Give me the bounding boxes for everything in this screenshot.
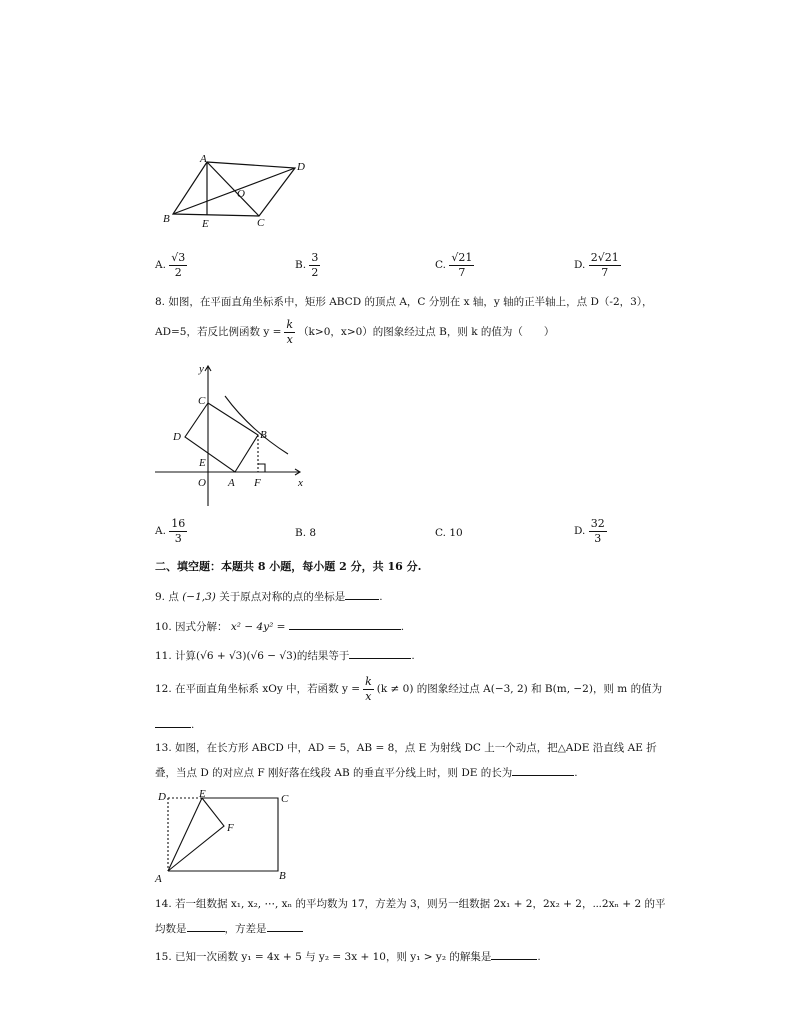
q13-end: .: [574, 767, 578, 779]
q14-mean-blank[interactable]: [187, 922, 225, 932]
q7-parallelogram-figure: [155, 152, 315, 232]
q14-line1: 14. 若一组数据 x₁, x₂, ⋯, xₙ 的平均数为 17，方差为 3，则另一组数据 2x₁ + 2，2x₂ + 2，⋯2xₙ + 2 的平: [155, 898, 666, 910]
q15-line: [155, 950, 541, 963]
q8-label-y: y: [199, 363, 204, 375]
q8-option-b[interactable]: [295, 528, 316, 539]
q8-label-b: B: [260, 429, 267, 441]
q11-answer-blank[interactable]: [349, 649, 411, 659]
q8-label-a: A: [228, 477, 235, 489]
q12-frac-num: k: [365, 675, 372, 688]
q13-folded-triangle: [168, 798, 224, 871]
q7-option-a[interactable]: [155, 252, 187, 278]
q8-label-d: D: [173, 431, 181, 443]
q8-option-a-letter: A.: [155, 525, 166, 538]
q15-answer-blank[interactable]: [491, 950, 537, 960]
q7-option-a-num: √3: [171, 251, 186, 264]
q14-line2-a: 均数是: [155, 923, 187, 935]
q8-option-d-den: 3: [594, 531, 602, 545]
q10-end: .: [400, 621, 405, 633]
q8-option-d-num: 32: [590, 517, 605, 530]
q12-frac-den: x: [365, 689, 372, 703]
q8-option-c-value: 10: [449, 527, 463, 539]
q7-option-a-letter: A.: [155, 259, 166, 272]
q7-option-c-num: √21: [451, 251, 473, 264]
q8-rectangle: [185, 403, 258, 472]
q8-option-c-letter: C.: [435, 527, 446, 539]
q9-end: .: [379, 591, 383, 603]
q9-pre: 9. 点: [155, 591, 179, 603]
q7-option-c[interactable]: [435, 252, 474, 278]
q10-pre: 10. 因式分解：: [155, 621, 228, 633]
q11-pre: 11. 计算: [155, 650, 197, 662]
q8-option-a-fraction: [169, 518, 187, 544]
q13-rectangle-figure: [150, 786, 310, 884]
q8-option-d-letter: D.: [574, 525, 586, 538]
q14-variance-blank[interactable]: [267, 922, 303, 932]
q7-option-c-fraction: [449, 252, 474, 278]
q10-answer-blank[interactable]: [289, 620, 401, 630]
q7-option-d-letter: D.: [574, 259, 586, 272]
q12-line2: [155, 718, 194, 731]
q13-answer-blank[interactable]: [512, 766, 574, 776]
q13-line2-text: 叠，当点 D 的对应点 F 刚好落在线段 AB 的垂直平分线上时，则 DE 的长为: [155, 767, 513, 779]
q13-fold-line-ae: [168, 798, 202, 871]
q8-option-c[interactable]: [435, 528, 463, 539]
q13-line2: [155, 766, 578, 779]
q8-coordinate-figure: [150, 358, 310, 508]
q14-line2-b: ，方差是: [224, 923, 267, 935]
q9-line: [155, 590, 383, 603]
q7-label-b: B: [163, 213, 170, 225]
q8-label-e: E: [199, 457, 206, 469]
q8-option-d[interactable]: [574, 518, 607, 544]
q7-option-d-fraction: [589, 252, 621, 278]
q8-option-d-fraction: [589, 518, 607, 544]
q11-post: 的结果等于: [296, 650, 350, 662]
q15-text: 15. 已知一次函数 y₁ = 4x + 5 与 y₂ = 3x + 10，则 y₁ > y₂ 的解集是: [155, 951, 492, 963]
q8-right-angle: [258, 464, 265, 472]
q13-label-e: E: [199, 788, 206, 800]
q9-answer-blank[interactable]: [345, 590, 379, 600]
q13-label-a: A: [155, 873, 162, 884]
q7-label-a: A: [200, 153, 207, 165]
q8-label-x: x: [298, 477, 303, 489]
q8-option-a-num: 16: [171, 517, 186, 530]
q7-option-d-den: 7: [601, 265, 609, 279]
q7-option-c-letter: C.: [435, 259, 446, 272]
q12-mid: (k ≠ 0) 的图象经过点 A(−3, 2) 和 B(m, −2)，则 m 的值为: [376, 682, 663, 695]
q8-hyperbola: [225, 396, 288, 454]
q7-option-b-letter: B.: [295, 259, 307, 272]
q7-option-b-fraction: [309, 252, 320, 278]
q8-label-c: C: [198, 395, 206, 407]
q8-frac-num: k: [286, 318, 294, 331]
q8-option-a[interactable]: [155, 518, 187, 544]
q8-label-o: O: [198, 477, 206, 489]
q9-post: 关于原点对称的点的坐标是: [219, 591, 346, 603]
q13-label-f: F: [227, 822, 234, 834]
q11-expr: (√6 + √3)(√6 − √3): [196, 650, 297, 662]
q10-line: [155, 620, 404, 633]
q12-pre: 12. 在平面直角坐标系 xOy 中，若函数 y =: [155, 682, 361, 695]
q10-expr: x² − 4y² =: [230, 621, 286, 633]
q8-line2-pre: AD=5，若反比例函数 y =: [155, 325, 282, 338]
q13-label-b: B: [279, 870, 286, 882]
q7-option-d-num: 2√21: [590, 251, 619, 264]
q7-label-c: C: [257, 217, 265, 229]
q7-option-a-fraction: [169, 252, 187, 278]
q8-fraction: [284, 319, 295, 345]
q8-label-f: F: [254, 477, 261, 489]
q7-option-c-den: 7: [458, 265, 466, 279]
q7-parallelogram-outline: [173, 162, 295, 216]
q12-answer-blank[interactable]: [155, 718, 191, 728]
q8-line2: [155, 319, 554, 345]
q7-option-b[interactable]: [295, 252, 320, 278]
section2-title: 二、填空题：本题共 8 小题，每小题 2 分，共 16 分.: [155, 560, 422, 573]
q8-option-b-value: 8: [309, 527, 317, 539]
q12-fraction: [363, 676, 374, 702]
q7-diagonal-ac: [207, 162, 259, 216]
q7-option-a-den: 2: [174, 265, 182, 279]
q14-line2: [155, 922, 303, 935]
q11-end: .: [411, 650, 415, 662]
q12-line1: [155, 676, 662, 702]
q12-end: .: [191, 719, 195, 731]
q8-line2-post: （k>0，x>0）的图象经过点 B，则 k 的值为（ ）: [298, 325, 555, 338]
q8-option-b-letter: B.: [295, 527, 307, 539]
q7-option-d[interactable]: [574, 252, 621, 278]
q13-label-c: C: [281, 793, 289, 805]
q9-point: (−1,3): [182, 591, 216, 603]
q13-line1: 13. 如图，在长方形 ABCD 中，AD = 5，AB = 8，点 E 为射线 DC 上一个动点，把△ADE 沿直线 AE 折: [155, 742, 657, 754]
q8-frac-den: x: [286, 332, 293, 346]
q7-option-b-num: 3: [311, 251, 319, 264]
q7-label-e: E: [202, 218, 209, 230]
q11-line: [155, 649, 415, 662]
q7-label-d: D: [297, 161, 305, 173]
q7-label-o: O: [237, 188, 245, 200]
q15-end: .: [537, 951, 541, 963]
q13-label-d: D: [158, 791, 166, 803]
q7-option-b-den: 2: [311, 265, 319, 279]
q8-line1: 8. 如图，在平面直角坐标系中，矩形 ABCD 的顶点 A，C 分别在 x 轴，y 轴的正半轴上，点 D（-2，3），: [155, 296, 653, 308]
q8-option-a-den: 3: [174, 531, 182, 545]
q7-diagonal-bd: [173, 168, 295, 214]
